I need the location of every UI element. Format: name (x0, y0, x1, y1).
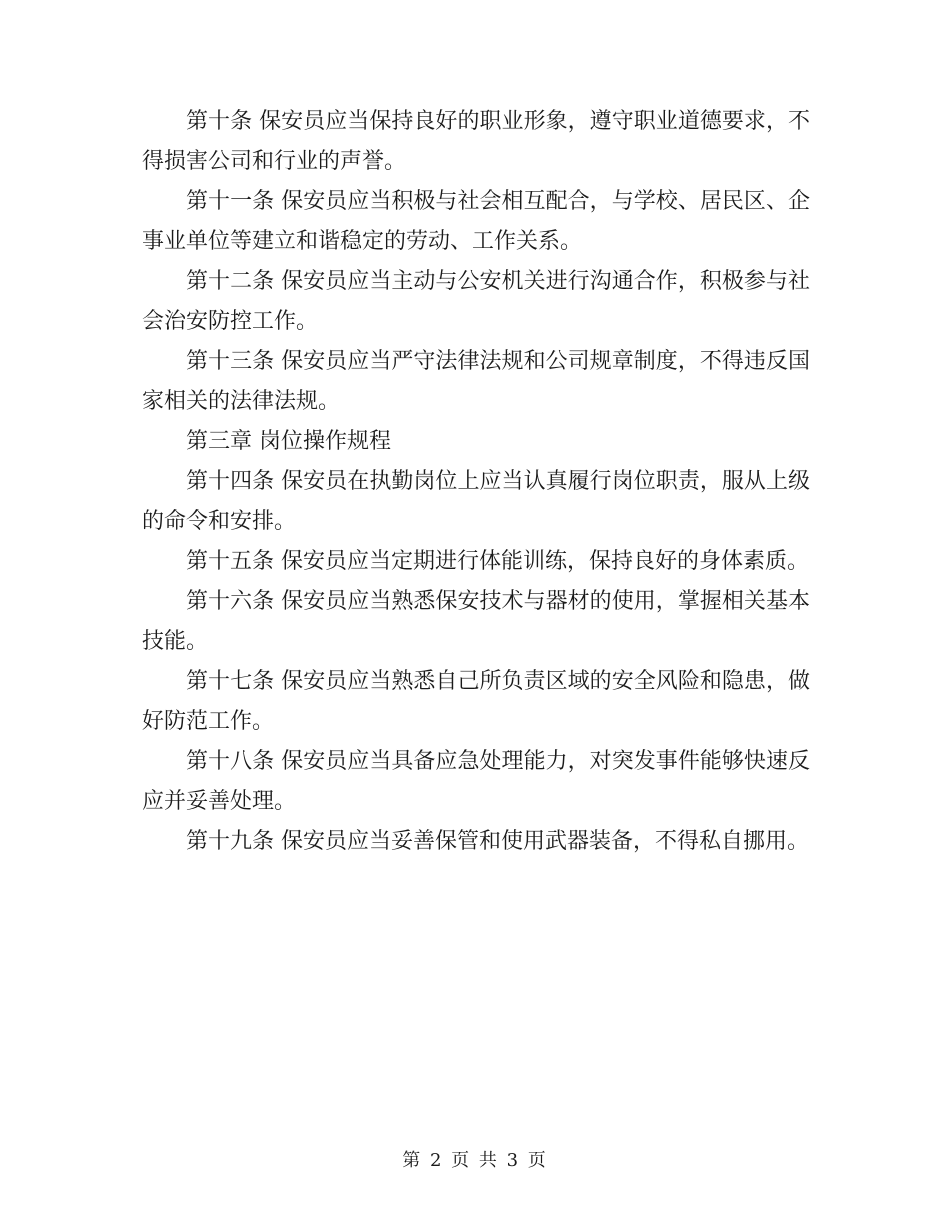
paragraph-article-12: 第十二条 保安员应当主动与公安机关进行沟通合作，积极参与社会治安防控工作。 (142, 269, 810, 334)
page-number-footer: 第 2 页 共 3 页 (402, 1150, 548, 1171)
paragraph-article-16: 第十六条 保安员应当熟悉保安技术与器材的使用，掌握相关基本技能。 (142, 589, 810, 654)
paragraph-article-17: 第十七条 保安员应当熟悉自己所负责区域的安全风险和隐患，做好防范工作。 (142, 669, 810, 734)
paragraph-article-18: 第十八条 保安员应当具备应急处理能力，对突发事件能够快速反应并妥善处理。 (142, 749, 810, 814)
document-body (142, 102, 810, 862)
paragraph-article-11: 第十一条 保安员应当积极与社会相互配合，与学校、居民区、企事业单位等建立和谐稳定的劳动、工作关系。 (142, 189, 810, 254)
paragraph-article-14: 第十四条 保安员在执勤岗位上应当认真履行岗位职责，服从上级的命令和安排。 (142, 469, 810, 534)
paragraph-article-19: 第十九条 保安员应当妥善保管和使用武器装备，不得私自挪用。 (186, 829, 809, 854)
chapter-heading: 第三章 岗位操作规程 (186, 429, 391, 454)
paragraph-article-13: 第十三条 保安员应当严守法律法规和公司规章制度，不得违反国家相关的法律法规。 (142, 349, 810, 414)
paragraph-article-10: 第十条 保安员应当保持良好的职业形象，遵守职业道德要求，不得损害公司和行业的声誉。 (142, 109, 810, 174)
paragraph-article-15: 第十五条 保安员应当定期进行体能训练，保持良好的身体素质。 (186, 549, 809, 574)
